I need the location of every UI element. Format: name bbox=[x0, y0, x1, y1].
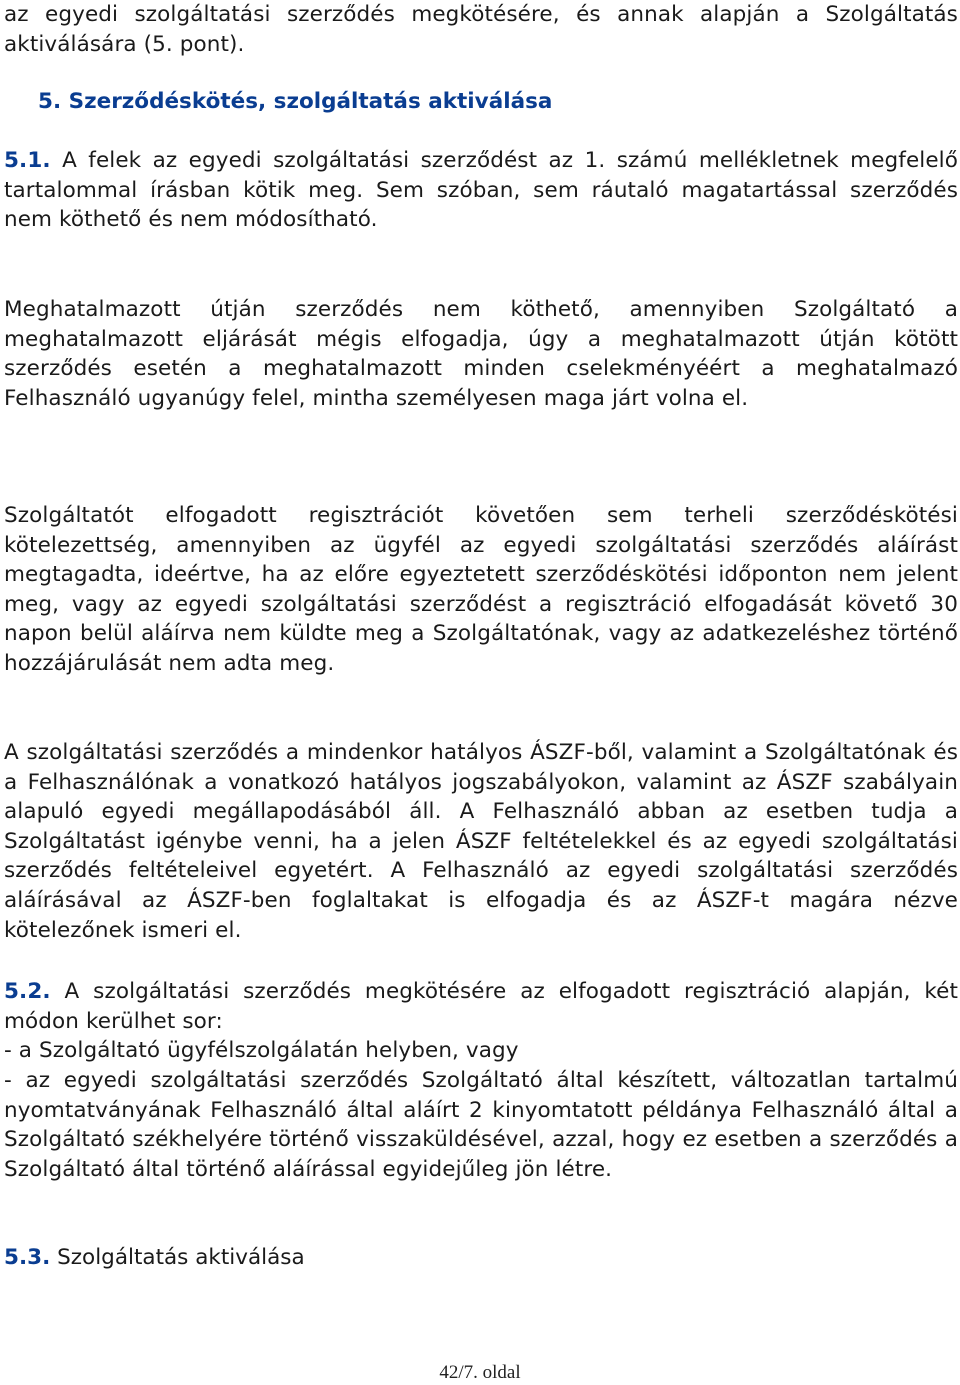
section-5-1-text2: Sem szóban, sem ráutaló magatartással szerződés nem köthető és nem módosítható. bbox=[4, 177, 959, 233]
section-5-1-text: A felek az egyedi szolgáltatási szerződést az 1. számú mellékletnek megfelelő tartalommal írásban kötik meg. bbox=[4, 148, 959, 203]
section-5-1-number: 5.1. bbox=[4, 148, 51, 173]
section-5-2-text: A szolgáltatási szerződés megkötésére az elfogadott regisztráció alapján, két módon kerülhet sor: bbox=[4, 979, 959, 1034]
section-5-3-title: Szolgáltatás aktiválása bbox=[57, 1245, 305, 1270]
section-5-3-number: 5.3. bbox=[4, 1245, 51, 1270]
section-5-title: 5. Szerződéskötés, szolgáltatás aktiválása bbox=[38, 89, 553, 114]
aszf-paragraph: A szolgáltatási szerződés a mindenkor hatályos ÁSZF-ből, valamint a Szolgáltatónak és a Felhasználónak a vonatkozó hatályos jogszabályokon, valamint az ÁSZF szabályain alapuló egyedi megállapodásából áll. A Felhasználó abban az esetben tudja a Szolgáltatást igénybe venni, ha a jelen ÁSZF feltételekkel és az egyedi szolgáltatási szerződés feltételeivel egyetért. A Felhasználó az egyedi szolgáltatási szerződés aláírásával az ÁSZF-ben foglaltakat is elfogadja és az ÁSZF-t magára nézve kötelezőnek ismeri el. bbox=[4, 740, 958, 943]
section-5-1-paragraph bbox=[4, 146, 958, 235]
section-5-2-paragraph bbox=[4, 977, 958, 1036]
section-5-heading bbox=[38, 87, 552, 117]
proxy-paragraph: Meghatalmazott útján szerződés nem köthető, amennyiben Szolgáltató a meghatalmazott eljárását mégis elfogadja, úgy a meghatalmazott útján kötött szerződés esetén a meghatalmazott minden cselekményéért a meghatalmazó Felhasználó ugyanúgy felel, mintha személyesen maga járt volna el. bbox=[4, 297, 958, 411]
section-5-2-number: 5.2. bbox=[4, 979, 51, 1004]
intro-paragraph: az egyedi szolgáltatási szerződés megkötésére, és annak alapján a Szolgáltatás aktiválására (5. pont). bbox=[4, 2, 958, 57]
section-5-3-heading bbox=[4, 1243, 305, 1273]
section-5-2-item-2: - az egyedi szolgáltatási szerződés Szolgáltató által készített, változatlan tartalmú nyomtatványának Felhasználó által aláírt 2 kinyomtatott példánya Felhasználó által a Szolgáltató székhelyére történő visszaküldésével, azzal, hogy ez esetben a szerződés a Szolgáltató által történő aláírással egyidejűleg jön létre. bbox=[4, 1068, 958, 1182]
registration-paragraph: Szolgáltatót elfogadott regisztrációt követően sem terheli szerződéskötési kötelezettség, amennyiben az ügyfél az egyedi szolgáltatási szerződés aláírást megtagadta, ideértve, ha az előre egyeztetett szerződéskötési időponton nem jelent meg, vagy az egyedi szolgáltatási szerződést a regisztráció elfogadását követő 30 napon belül aláírva nem küldte meg a Szolgáltatónak, vagy az adatkezeléshez történő hozzájárulását nem adta meg. bbox=[4, 503, 958, 676]
page-number-footer: 42/7. oldal bbox=[439, 1362, 521, 1383]
section-5-2-item-1: - a Szolgáltató ügyfélszolgálatán helyben, vagy bbox=[4, 1038, 519, 1063]
